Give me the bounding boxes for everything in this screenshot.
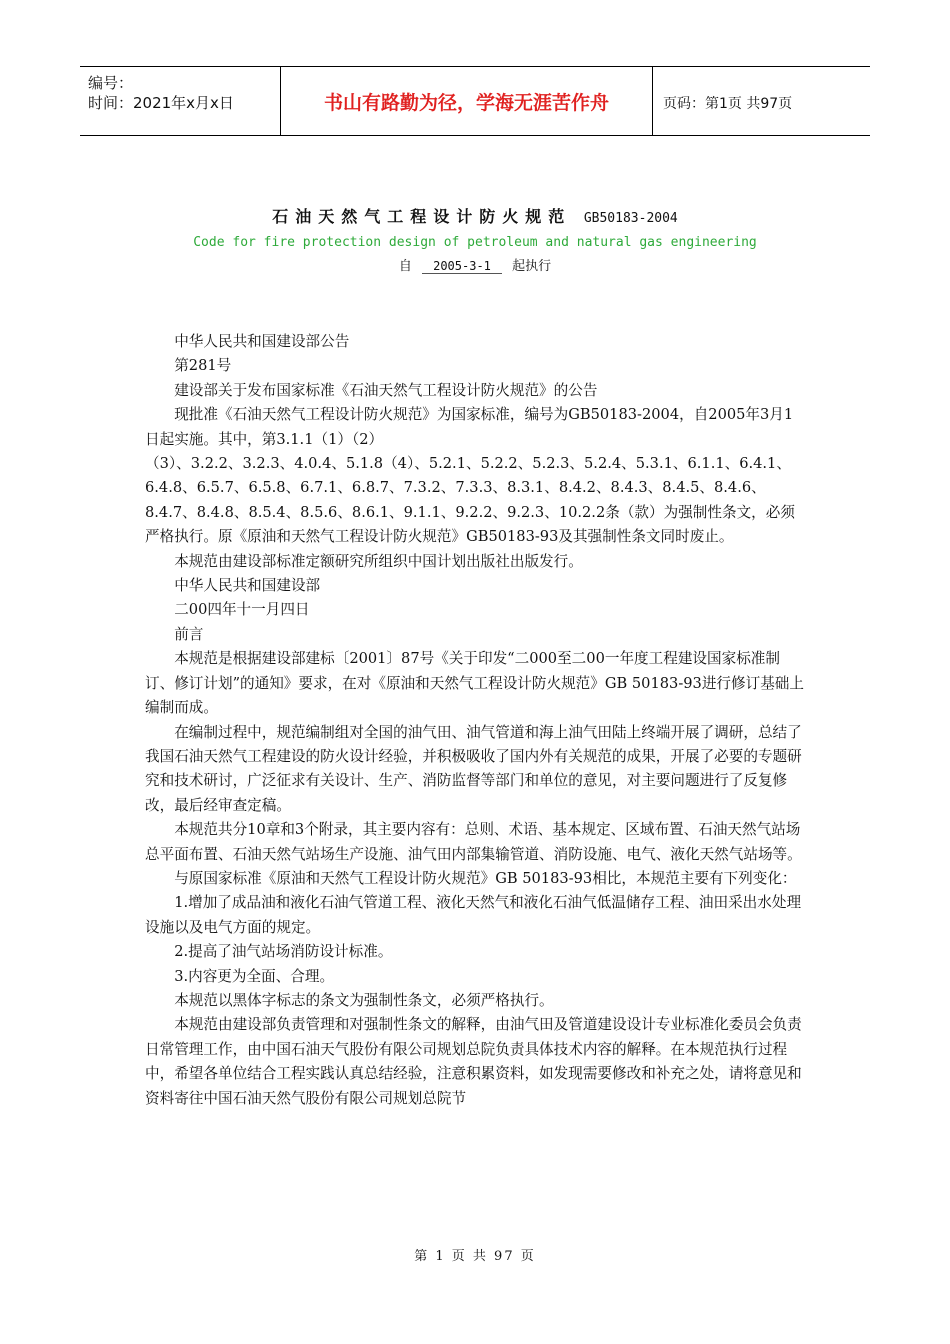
page-info: 页码：第1页 共97页 bbox=[663, 96, 793, 112]
paragraph: 本规范由建设部标准定额研究所组织中国计划出版社出版发行。 bbox=[174, 552, 583, 570]
paragraph: 中华人民共和国建设部公告 bbox=[174, 333, 350, 350]
paragraph: 前言 bbox=[174, 625, 204, 643]
effective-date: 2005-3-1 bbox=[422, 259, 502, 274]
paragraph: 本规范是根据建设部建标〔2001〕87号《关于印发“二000至二00一年度工程建设国家标准制订、修订计划”的通知》要求，在对《原油和天然气工程设计防火规范》GB 50183-93进行修订基础上编制而成。 bbox=[145, 650, 804, 717]
number-label: 编号： bbox=[88, 74, 134, 92]
english-title: Code for fire protection design of petroleum and natural gas engineering bbox=[193, 235, 757, 250]
document-title bbox=[0, 204, 950, 227]
title-main: 石油天然气工程设计防火规范 bbox=[272, 207, 572, 226]
header-motto-cell bbox=[281, 67, 653, 135]
paragraph: 与原国家标准《原油和天然气工程设计防火规范》GB 50183-93相比，本规范主要有下列变化： bbox=[174, 869, 797, 887]
title-code: GB50183-2004 bbox=[583, 211, 678, 226]
paragraph: 本规范由建设部负责管理和对强制性条文的解释，由油气田及管道建设设计专业标准化委员会负责日常管理工作，由中国石油天气股份有限公司规划总院负责具体技术内容的解释。在本规范执行过程中，希望各单位结合工程实践认真总结经验，注意积累资料，如发现需要修改和补充之处，请将意见和资料寄往中国石油天然气股份有限公司规划总院节 bbox=[145, 1016, 802, 1107]
paragraph: 本规范以黑体字标志的条文为强制性条文，必须严格执行。 bbox=[174, 991, 554, 1009]
paragraph: （3）、3.2.2、3.2.3、4.0.4、5.1.8（4）、5.2.1、5.2.2、5.2.3、5.2.4、5.3.1、6.1.1、6.4.1、6.4.8、6.5.7、6.5.8、6.7.1、6.8.7、7.3.2、7.3.3、8.3.1、8.4.2、8.4.3、8.4.5、8.4.6、8.4.7、8.4.8、8.5.4、8.5.6、8.6.1、9.1.1、9.2.2、9.2.3、10.2.2条（款）为强制性条文，必须严格执行。原《原油和天然气工程设计防火规范》GB50183-93及其强制性条文同时废止。 bbox=[145, 455, 795, 546]
title-block bbox=[0, 204, 950, 274]
paragraph: 在编制过程中，规范编制组对全国的油气田、油气管道和海上油气田陆上终端开展了调研，总结了我国石油天然气工程建设的防火设计经验，并积极吸收了国内外有关规范的成果，开展了必要的专题研究和技术研讨，广泛征求有关设计、生产、消防监督等部门和单位的意见，对主要问题进行了反复修改，最后经审查定稿。 bbox=[145, 723, 802, 814]
paragraph: 建设部关于发布国家标准《石油天然气工程设计防火规范》的公告 bbox=[174, 381, 598, 399]
paragraph: 2.提高了油气站场消防设计标准。 bbox=[174, 943, 393, 961]
paragraph: 第281号 bbox=[174, 357, 232, 375]
header-page-cell bbox=[653, 67, 870, 135]
document-body bbox=[145, 330, 807, 1111]
paragraph: 本规范共分10章和3个附录，其主要内容有：总则、术语、基本规定、区域布置、石油天然气站场总平面布置、石油天然气站场生产设施、油气田内部集输管道、消防设施、电气、液化天然气站场等。 bbox=[145, 821, 802, 863]
page-header bbox=[80, 66, 870, 136]
page-footer: 第 1 页 共 97 页 bbox=[414, 1249, 536, 1264]
time-label: 时间：2021年x月x日 bbox=[88, 94, 234, 112]
motto-text: 书山有路勤为径，学海无涯苦作舟 bbox=[323, 91, 609, 114]
paragraph: 二00四年十一月四日 bbox=[174, 601, 310, 619]
effective-suffix: 起执行 bbox=[512, 259, 552, 274]
effective-date-line bbox=[0, 255, 950, 274]
paragraph: 中华人民共和国建设部 bbox=[174, 577, 321, 595]
paragraph: 3.内容更为全面、合理。 bbox=[174, 967, 335, 985]
header-meta-cell bbox=[80, 67, 281, 135]
paragraph: 现批准《石油天然气工程设计防火规范》为国家标准，编号为GB50183-2004，自2005年3月1日起实施。其中，第3.1.1（1）（2） bbox=[145, 406, 794, 448]
effective-prefix: 自 bbox=[398, 259, 412, 274]
paragraph: 1.增加了成品油和液化石油气管道工程、液化天然气和液化石油气低温储存工程、油田采出水处理设施以及电气方面的规定。 bbox=[145, 894, 802, 936]
